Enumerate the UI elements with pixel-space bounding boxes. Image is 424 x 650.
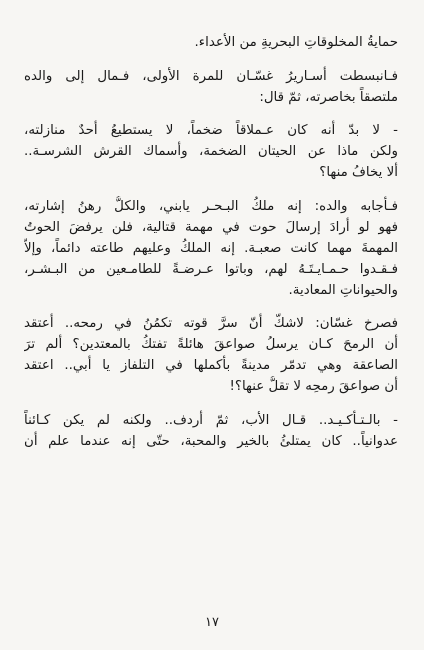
text-line: ألا يخافُ منها؟ [319, 165, 398, 180]
page-body [24, 32, 398, 452]
text-line: أن الرمحَ كـان يرسلُ صواعقَ هائلةً تفتكُ بالمعتدين؟ ألم ترَ [24, 337, 398, 352]
text-line: أن صواعقَ رمحِه لا تقلُّ عنها؟! [229, 379, 398, 394]
page-number: ١٧ [205, 615, 219, 630]
text-line: فـانبسطت أسـاريرُ غسّـان للمرة الأولى، فـمال إلى والده [24, 68, 398, 84]
text-line: فصرخ غسّان: لاشكّ أنّ سرَّ قوته تكمُنُ في رمحه.. أعتقد [24, 316, 398, 331]
text-line: عدوانياً.. كان يمتلئُ بالخير والمحبة، حتّى إنه عندما علم أن [24, 433, 398, 449]
text-line: فـقـدوا حـمـايـتَـهُ لهم، وباتوا عـرضـةً للطامـعين من البـشـر، [24, 261, 398, 277]
text-line: الصاعقة وهي تدمّر مدينةً بأكملها في التلفاز يا أبي.. اعتقد [24, 358, 398, 373]
text-line: - لا بدّ أنه كان عـملاقاً ضخماً، لا يستطيعُ أحدٌ منازلته، [24, 123, 398, 138]
paragraph [24, 66, 398, 108]
text-line: المهمةَ مهما كانت صعبـة. إنه الملكُ وعليهم طاعته دائماً، وإلاّ [24, 240, 398, 256]
text-line: - بالـتـأكـيـد.. قـال الأب، ثمّ أردف.. ولكنه لم يكن كـائناً [24, 412, 398, 428]
text-line: فـأجابه والده: إنه ملكُ البـحـر يابني، والكلُّ رهنُ إشارته، [24, 198, 398, 214]
text-line: فهو لو أرادَ إرسالَ حوت في مهمة قتالية، فلن يرفضَ الحوتُ [24, 219, 398, 235]
paragraph [24, 196, 398, 301]
text-line: ولكن ماذا عن الحيتان الضخمة، وأسماك القرش الشرسـة.. [24, 144, 398, 159]
paragraph [24, 32, 398, 53]
paragraph [24, 313, 398, 397]
paragraph [24, 410, 398, 452]
paragraph [24, 120, 398, 183]
text-line: والحيواناتِ المعادية. [288, 282, 398, 298]
text-line: ملتصقاً بخاصرته، ثمّ قال: [259, 89, 398, 105]
text-line: حمايةُ المخلوقاتِ البحريةِ من الأعداء. [194, 35, 398, 50]
